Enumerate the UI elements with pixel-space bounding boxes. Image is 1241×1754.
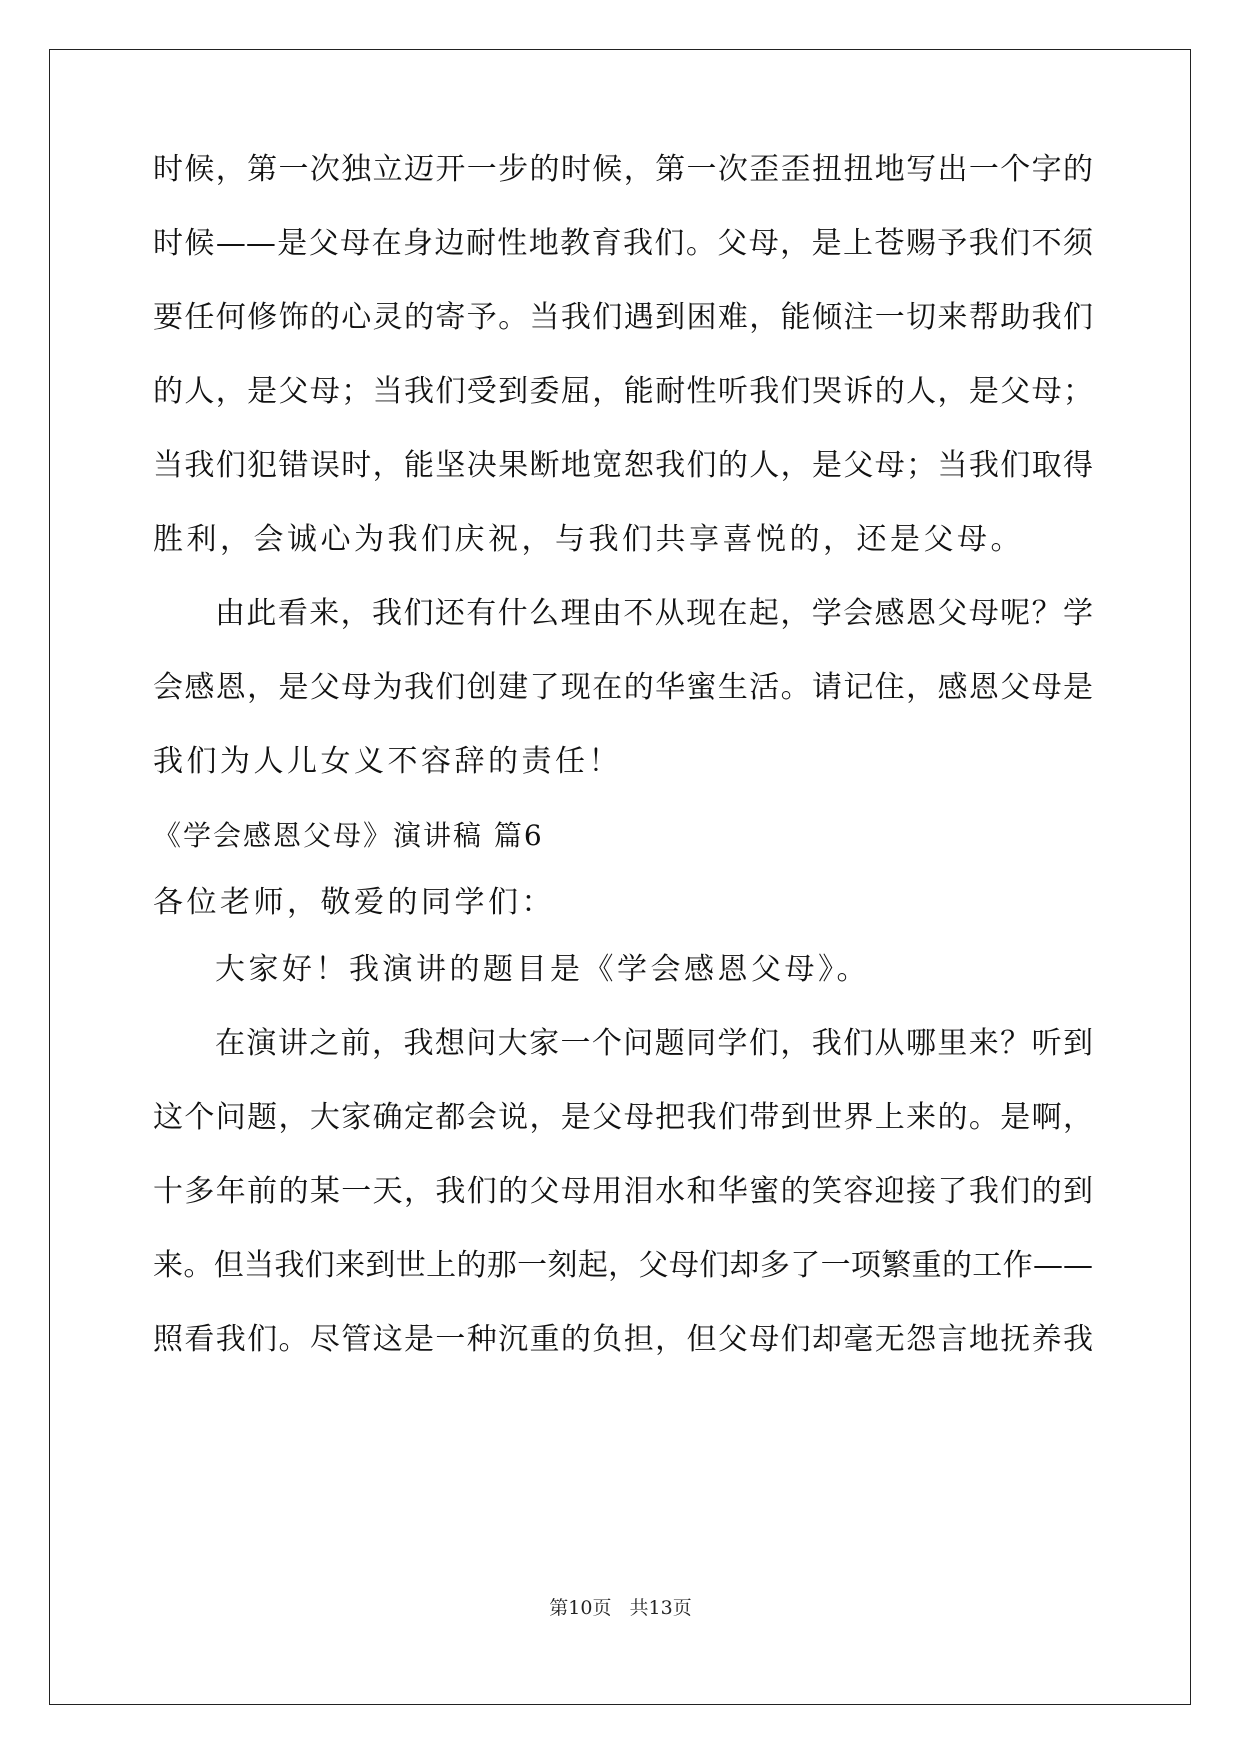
- paragraph-line: 来。但当我们来到世上的那一刻起，父母们却多了一项繁重的工作——: [153, 1248, 1093, 1283]
- paragraph-line: 的人，是父母；当我们受到委屈，能耐性听我们哭诉的人，是父母；: [153, 374, 1093, 409]
- paragraph-line: 我们为人儿女义不容辞的责任！: [153, 744, 622, 779]
- page-total: 共13页: [629, 1597, 692, 1619]
- paragraph-line: 要任何修饰的心灵的寄予。当我们遇到困难，能倾注一切来帮助我们: [153, 300, 1093, 335]
- page-number: 第10页: [549, 1597, 612, 1619]
- paragraph-line: 时候——是父母在身边耐性地教育我们。父母，是上苍赐予我们不须: [153, 226, 1093, 261]
- paragraph-line: 胜利，会诚心为我们庆祝，与我们共享喜悦的，还是父母。: [153, 522, 1024, 557]
- paragraph-line: 大家好！我演讲的题目是《学会感恩父母》。: [215, 952, 870, 987]
- paragraph-line: 由此看来，我们还有什么理由不从现在起，学会感恩父母呢？学: [215, 596, 1093, 631]
- paragraph-line: 这个问题，大家确定都会说，是父母把我们带到世界上来的。是啊，: [153, 1100, 1093, 1135]
- paragraph-line: 照看我们。尽管这是一种沉重的负担，但父母们却毫无怨言地抚养我: [153, 1322, 1093, 1357]
- paragraph-line: 十多年前的某一天，我们的父母用泪水和华蜜的笑容迎接了我们的到: [153, 1174, 1093, 1209]
- section-heading: 《学会感恩父母》演讲稿 篇6: [153, 819, 544, 852]
- page-footer: [0, 1595, 1241, 1621]
- salutation: 各位老师，敬爱的同学们：: [153, 885, 555, 920]
- paragraph-line: 会感恩，是父母为我们创建了现在的华蜜生活。请记住，感恩父母是: [153, 670, 1093, 705]
- paragraph-line: 在演讲之前，我想问大家一个问题同学们，我们从哪里来？听到: [215, 1026, 1093, 1061]
- paragraph-line: 时候，第一次独立迈开一步的时候，第一次歪歪扭扭地写出一个字的: [153, 152, 1093, 187]
- paragraph-line: 当我们犯错误时，能坚决果断地宽恕我们的人，是父母；当我们取得: [153, 448, 1093, 483]
